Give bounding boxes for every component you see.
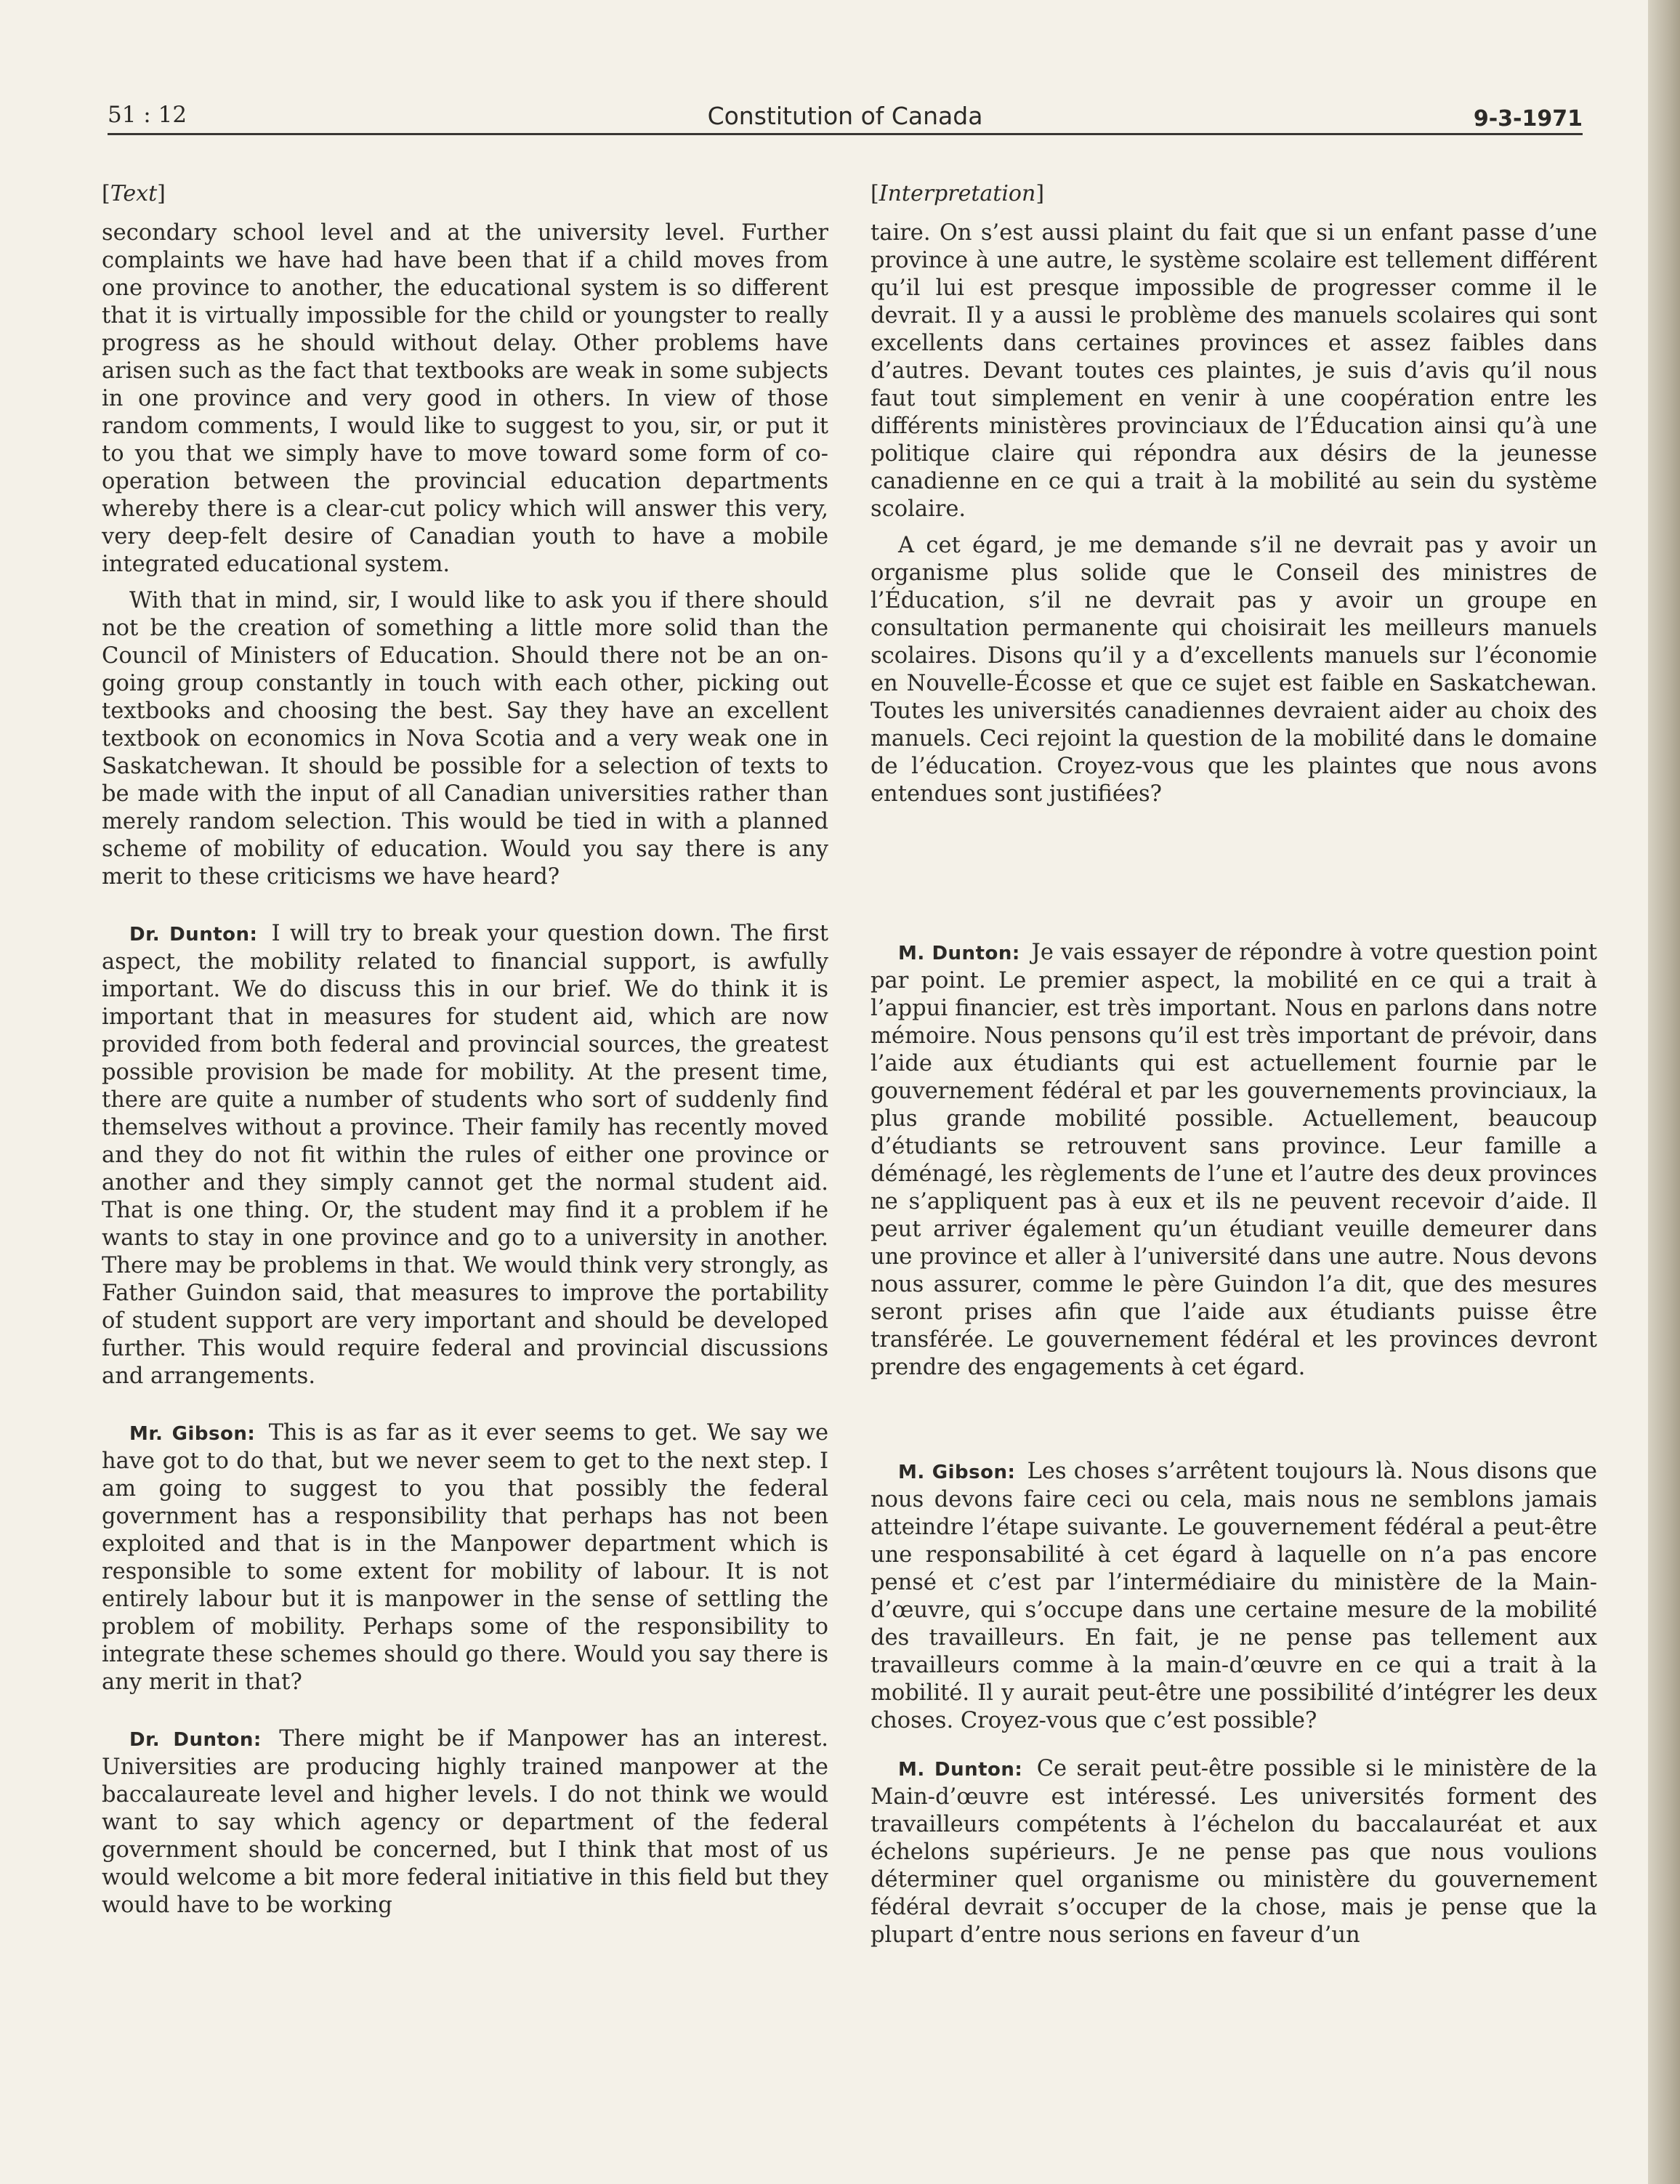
speaker-paragraph: Dr. Dunton: There might be if Manpower has an interest. Universities are producing highly trained manpower at the baccalaureate level and higher levels. I do not think we would want to say which agency or department of the federal government should be concerned, but I think that most of us would welcome a bit more federal initiative in this field but they would have to be working bbox=[102, 1726, 828, 1918]
speaker-name: M. Dunton: bbox=[898, 943, 1020, 964]
speaker-name: Mr. Gibson: bbox=[129, 1423, 256, 1445]
french-column bbox=[871, 180, 1597, 1949]
page-title: Constitution of Canada bbox=[707, 102, 983, 130]
paragraph: With that in mind, sir, I would like to ask you if there should not be the creation of something a little more solid than the Council of Ministers of Education. Should there not be an on-going group constantly in touch with each other, picking out textbooks and choosing the best. Say they have an excellent textbook on economics in Nova Scotia and a very weak one in Saskatchewan. It should be possible for a selection of texts to be made with the input of all Canadian universities rather than merely random selection. This would be tied in with a planned scheme of mobility of education. Would you say there is any merit to these criticisms we have heard? bbox=[102, 588, 828, 890]
speaker-name: Dr. Dunton: bbox=[129, 924, 258, 946]
speaker-paragraph: Dr. Dunton: I will try to break your question down. The first aspect, the mobility related to financial support, is awfully important. We do discuss this in our brief. We do think it is important that in measures for student aid, which are now provided from both federal and provincial sources, the greatest possible provision be made for mobility. At the present time, there are quite a number of students who sort of suddenly find themselves without a province. Their family has recently moved and they do not fit within the rules of either one province or another and they simply cannot get the normal student aid. That is one thing. Or, the student may find it a problem if he wants to stay in one province and go to a university in another. There may be problems in that. We would think very strongly, as Father Guindon said, that measures to improve the portability of student support are very important and should be developed further. This would require federal and provincial discussions and arrangements. bbox=[102, 921, 828, 1389]
english-column bbox=[102, 180, 828, 1919]
speaker-paragraph: Mr. Gibson: This is as far as it ever seems to get. We say we have got to do that, but we never seem to get to the next step. I am going to suggest to you that possibly the federal government has a responsibility that perhaps has not been exploited and that is in the Manpower department which is responsible to some extent for mobility of labour. It is not entirely labour but it is manpower in the sense of settling the problem of mobility. Perhaps some of the responsibility to integrate these schemes should go there. Would you say there is any merit in that? bbox=[102, 1420, 828, 1695]
speaker-name: M. Dunton: bbox=[898, 1759, 1023, 1781]
speaker-name: M. Gibson: bbox=[898, 1462, 1016, 1483]
speaker-paragraph: M. Dunton: Ce serait peut-être possible si le ministère de la Main-d’œuvre est intéressé. Les universités forment des travailleurs compétents à l’échelon du baccalauréat et aux échelons supérieurs. Je ne pense pas que nous voulions déterminer quel organisme ou ministère du gouvernement fédéral devrait s’occuper de la chose, mais je pense que la plupart d’entre nous serions en faveur d’un bbox=[871, 1756, 1597, 1948]
page-number: 51 : 12 bbox=[108, 102, 187, 128]
column-heading: [Interpretation] bbox=[871, 181, 1045, 206]
speaker-name: Dr. Dunton: bbox=[129, 1729, 262, 1751]
header-rule bbox=[108, 133, 1583, 135]
paragraph: A cet égard, je me demande s’il ne devrait pas y avoir un organisme plus solide que le Conseil des ministres de l’Éducation, s’il ne devrait pas y avoir un groupe en consultation permanente qui choisirait les meilleurs manuels scolaires. Disons qu’il y a d’excellents manuels sur l’économie en Nouvelle-Écosse et que ce sujet est faible en Saskatchewan. Toutes les universités canadiennes devraient aider au choix des manuels. Ceci rejoint la question de la mobilité dans le domaine de l’éducation. Croyez-vous que les plaintes que nous avons entendues sont justifiées? bbox=[871, 533, 1597, 807]
paragraph: secondary school level and at the university level. Further complaints we have had have been that if a child moves from one province to another, the educational system is so different that it is virtually impossible for the child or youngster to really progress as he should without delay. Other problems have arisen such as the fact that textbooks are weak in some subjects in one province and very good in others. In view of those random comments, I would like to suggest to you, sir, or put it to you that we simply have to move toward some form of co-operation between the provincial education departments whereby there is a clear-cut policy which will answer this very, very deep-felt desire of Canadian youth to have a mobile integrated educational system. bbox=[102, 220, 828, 577]
speaker-paragraph: M. Dunton: Je vais essayer de répondre à votre question point par point. Le premier aspect, la mobilité en ce qui a trait à l’appui financier, est très important. Nous en parlons dans notre mémoire. Nous pensons qu’il est très important de prévoir, dans l’aide aux étudiants qui est actuellement fournie par le gouvernement fédéral et par les gouvernements provinciaux, la plus grande mobilité possible. Actuellement, beaucoup d’étudiants se retrouvent sans province. Leur famille a déménagé, les règlements de l’une et l’autre des deux provinces ne s’appliquent pas à eux et ils ne peuvent recevoir d’aide. Il peut arriver également qu’un étudiant veuille demeurer dans une province et aller à l’université dans une autre. Nous devons nous assurer, comme le père Guindon l’a dit, que des mesures seront prises afin que l’aide aux étudiants puisse être transférée. Le gouvernement fédéral et les provinces devront prendre des engagements à cet égard. bbox=[871, 940, 1597, 1380]
paragraph: taire. On s’est aussi plaint du fait que si un enfant passe d’une province à une autre, le système scolaire est tellement différent qu’il lui est presque impossible de progresser comme il le devrait. Il y a aussi le problème des manuels scolaires qui sont excellents dans certaines provinces et assez faibles dans d’autres. Devant toutes ces plaintes, je suis d’avis qu’il nous faut tout simplement en venir à une coopération entre les différents ministères provinciaux de l’Éducation ainsi qu’à une politique claire qui répondra aux désirs de la jeunesse canadienne en ce qui a trait à la mobilité au sein du système scolaire. bbox=[871, 220, 1597, 522]
speaker-paragraph: M. Gibson: Les choses s’arrêtent toujours là. Nous disons que nous devons faire ceci ou cela, mais nous ne semblons jamais atteindre l’étape suivante. Le gouvernement fédéral a peut-être une responsabilité à cet égard à laquelle on n’a pas encore pensé et c’est par l’intermédiaire du ministère de la Main-d’œuvre, qui s’occupe dans une certaine mesure de la mobilité des travailleurs. En fait, je ne pense pas tellement aux travailleurs comme à la main-d’œuvre en ce qui a trait à la mobilité. Il y aurait peut-être une possibilité d’intégrer les deux choses. Croyez-vous que c’est possible? bbox=[871, 1459, 1597, 1733]
column-heading: [Text] bbox=[102, 181, 166, 206]
page-edge bbox=[1648, 0, 1680, 2184]
page-date: 9-3-1971 bbox=[1473, 106, 1583, 132]
